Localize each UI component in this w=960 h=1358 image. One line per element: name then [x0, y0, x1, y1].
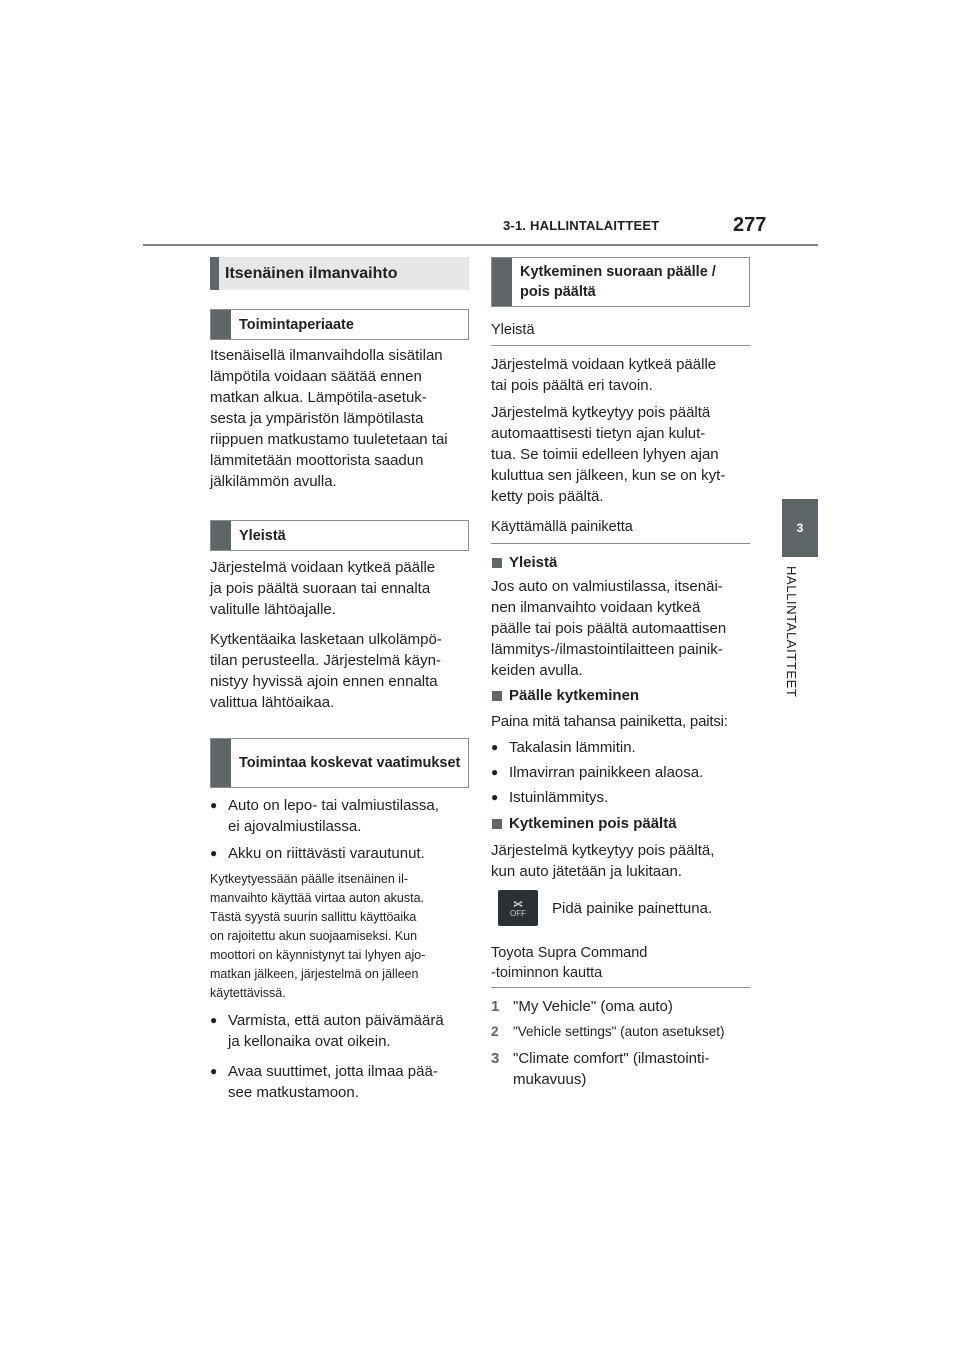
bullet-item: [210, 1061, 472, 1103]
subheading-general-right: [491, 314, 750, 346]
text-line: lämmitetään moottorista saadun: [210, 452, 424, 469]
text-line: tilan perusteella. Järjestelmä käyn-: [210, 652, 441, 669]
step-text: "Vehicle settings" (auton asetukset): [513, 1024, 725, 1039]
fan-icon: [511, 899, 525, 909]
text-line: ja kellonaika ovat oikein.: [228, 1033, 391, 1050]
text-line: ei ajovalmiustilassa.: [228, 818, 362, 835]
paragraph-principle: [210, 345, 470, 492]
text-line: nen ilmanvaihto voidaan kytkeä: [491, 599, 701, 616]
heading-bar: [210, 257, 219, 290]
subheading-general: [210, 520, 469, 551]
button-caption: Pidä painike painettuna.: [552, 900, 713, 917]
section-general: Yleistä: [491, 552, 557, 573]
text-line: jälkilämmön avulla.: [210, 473, 337, 490]
text-line: see matkustamoon.: [228, 1084, 359, 1101]
text-line: -toiminnon kautta: [491, 964, 603, 981]
text-line: ● Takalasin lämmitin.: [509, 739, 636, 756]
paragraph-r3: [491, 576, 753, 681]
text-line: tua. Se toimii edelleen lyhyen ajan: [491, 446, 719, 463]
subheading-text: Yleistä: [239, 527, 286, 544]
section-title: 3-1. HALLINTALAITTEET: [503, 218, 660, 233]
text-line: matkan jälkeen, järjestelmä on jälleen: [210, 967, 419, 981]
paragraph-general-2: [210, 629, 470, 713]
bullet-item: [491, 762, 753, 783]
paragraph-r4: Paina mitä tahansa painiketta, paitsi:: [491, 713, 728, 730]
heading-direct-switch: [491, 257, 750, 307]
bullet-item: [210, 1010, 472, 1052]
bullet-item: [210, 795, 472, 837]
text-line: ketty pois päältä.: [491, 488, 604, 505]
text-line: kuluttua sen jälkeen, kun se on kyt-: [491, 467, 726, 484]
text-line: päälle tai pois päältä automaattisen: [491, 620, 727, 637]
text-line: Tästä syystä suurin sallittu käyttöaika: [210, 910, 417, 924]
subheading-text: Yleistä: [491, 321, 535, 338]
heading-bar: [211, 739, 231, 787]
text-line: keiden avulla.: [491, 662, 583, 679]
text-line: matkan alkua. Lämpötila-asetuk-: [210, 389, 427, 406]
fan-off-button-icon: [498, 890, 538, 926]
page-number: 277: [733, 214, 767, 236]
subheading-principle: [210, 309, 469, 340]
main-heading: [210, 257, 469, 290]
step-item: [491, 1021, 775, 1042]
text-line: tai pois päältä eri tavoin.: [491, 377, 653, 394]
step-number: 2: [491, 1024, 499, 1039]
text-line: sesta ja ympäristön lämpötilasta: [210, 410, 424, 427]
text-line: Järjestelmä kytkeytyy pois päältä,: [491, 842, 715, 859]
step-text: mukavuus): [513, 1071, 587, 1088]
step-number: 1: [491, 998, 500, 1015]
text-line: ● Auto on lepo- tai valmiustilassa,: [228, 797, 439, 814]
text-line: valittua lähtöaikaa.: [210, 694, 335, 711]
text-line: käytettävissä.: [210, 986, 286, 1000]
text-line: Itsenäisellä ilmanvaihdolla sisätilan: [210, 347, 443, 364]
note-paragraph: [210, 870, 472, 1003]
subheading-text: Käyttämällä painiketta: [491, 519, 633, 535]
text-line: Järjestelmä kytkeytyy pois päältä: [491, 404, 711, 421]
heading-bar: [492, 258, 512, 306]
step-number: 3: [491, 1050, 500, 1067]
heading-bar: [211, 310, 231, 339]
text-line: kun auto jätetään ja lukitaan.: [491, 863, 682, 880]
paragraph-r2: [491, 402, 753, 507]
text-line: automaattisesti tietyn ajan kulut-: [491, 425, 706, 442]
text-line: lämmitys-/ilmastointilaitteen painik-: [491, 641, 723, 658]
subheading-requirements: [210, 738, 469, 788]
button-icon-label: OFF: [510, 908, 526, 918]
subheading-text: Kytkeminen suoraan päälle / pois päältä: [520, 264, 716, 300]
text-line: moottori on käynnistynyt tai lyhyen ajo-: [210, 948, 426, 962]
text-line: nistyy hyvissä ajoin ennen ennalta: [210, 673, 438, 690]
step-text: "My Vehicle" (oma auto): [513, 998, 673, 1015]
text-line: ja pois päältä suoraan tai ennalta: [210, 580, 431, 597]
text-line: ● Istuinlämmitys.: [509, 789, 609, 806]
text-line: ● Ilmavirran painikkeen alaosa.: [509, 764, 704, 781]
text-line: Toyota Supra Command: [491, 944, 648, 961]
text-line: Järjestelmä voidaan kytkeä päälle: [491, 356, 717, 373]
text-line: ● Avaa suuttimet, jotta ilmaa pää-: [228, 1063, 438, 1080]
paragraph-general-1: [210, 557, 470, 620]
chapter-number: 3: [796, 521, 804, 535]
bullet-item: [210, 843, 472, 864]
main-heading-text: Itsenäinen ilmanvaihto: [225, 264, 398, 282]
text-line: Järjestelmä voidaan kytkeä päälle: [210, 559, 436, 576]
text-line: valitulle lähtöajalle.: [210, 601, 336, 618]
section-switch-off: Kytkeminen pois päältä: [491, 813, 677, 834]
bullet-item: [491, 787, 753, 808]
paragraph-r5: [491, 840, 753, 882]
subheading-text: Toimintaperiaate: [239, 316, 354, 333]
text-line: manvaihto käyttää virtaa auton akusta.: [210, 891, 425, 905]
bullet-item: [491, 737, 753, 758]
text-line: on rajoitettu akun suojaamiseksi. Kun: [210, 929, 418, 943]
chapter-label: HALLINTALAITTEET: [784, 566, 799, 698]
text-line: ● Varmista, että auton päivämäärä: [228, 1012, 444, 1029]
subheading-button: [491, 511, 750, 544]
chapter-tab: [782, 499, 818, 557]
subheading-command: [491, 938, 750, 988]
subheading-text: Toimintaa koskevat vaatimukset: [239, 755, 461, 771]
heading-bar: [211, 521, 231, 550]
text-line: lämpötila voidaan säätää ennen: [210, 368, 422, 385]
paragraph-r1: [491, 354, 753, 396]
header-divider: [143, 244, 818, 246]
step-text: "Climate comfort" (ilmastointi-: [513, 1050, 710, 1067]
text-line: Kytkentäaika lasketaan ulkolämpö-: [210, 631, 442, 648]
section-switch-on: Päälle kytkeminen: [491, 685, 639, 706]
step-item: [491, 1048, 775, 1090]
text-line: riippuen matkustamo tuuletetaan tai: [210, 431, 448, 448]
text-line: Kytkeytyessään päälle itsenäinen il-: [210, 872, 409, 886]
subheading-text: [491, 938, 744, 987]
text-line: ● Akku on riittävästi varautunut.: [228, 845, 425, 862]
step-item: [491, 996, 775, 1017]
text-line: Jos auto on valmiustilassa, itsenäi-: [491, 578, 723, 595]
